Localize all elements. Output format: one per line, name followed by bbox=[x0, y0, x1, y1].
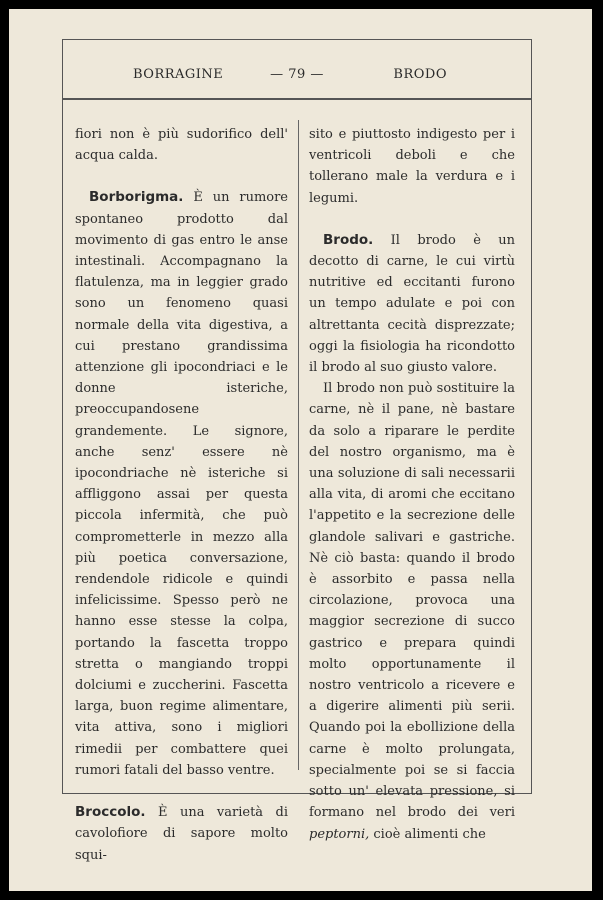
paragraph-text-end: cioè alimenti che bbox=[369, 826, 486, 842]
entry-brodo bbox=[309, 230, 515, 378]
entry-term: Borborigma. bbox=[89, 189, 184, 206]
running-header bbox=[63, 67, 531, 87]
italic-term: peptorni, bbox=[309, 826, 370, 842]
right-continuation: sito e piuttosto indigesto per i ventricoli deboli e che tollerano male la verdura e i legumi. bbox=[309, 127, 515, 206]
book-page bbox=[9, 9, 592, 891]
page-number: — 79 — bbox=[270, 67, 324, 82]
page-frame bbox=[62, 39, 532, 863]
entry-text: È un rumore spontaneo prodotto dal movimento di gas entro le anse intestinali. Accompagnano la flatulenza, ma in leggier grado sono un fenomeno quasi normale della vita digestiva, a cui prestano grandissima attenzione gli ipocondriaci e le donne isteriche, preoccupandosene grandemente. Le signore, anche senz' essere nè ipocondriache nè isteriche si affliggono assai per questa piccola infermità, che può comprometterle in mezzo alla più poetica conversazione, rendendole ridicole e quindi infelicissime. Spesso però ne hanno esse stesse la colpa, portando la fascetta troppo stretta o mangiando troppi dolciumi e zuccherini. Fascetta larga, buon regime alimentare, vita attiva, sono i migliori rimedii per combattere quei rumori fatali del basso ventre. bbox=[75, 190, 288, 778]
entry-term: Brodo. bbox=[323, 231, 374, 248]
column-divider bbox=[298, 120, 299, 770]
right-column bbox=[309, 124, 515, 845]
left-continuation: fiori non è più sudorifico dell' acqua calda. bbox=[75, 127, 288, 164]
left-column bbox=[75, 124, 288, 866]
brodo-paragraph-2 bbox=[309, 378, 515, 844]
header-left-word: BORRAGINE bbox=[133, 67, 224, 82]
entry-broccolo bbox=[75, 802, 288, 866]
header-rule bbox=[63, 98, 531, 100]
entry-borborigma bbox=[75, 187, 288, 781]
entry-term: Broccolo. bbox=[75, 804, 146, 821]
entry-text: Il brodo è un decotto di carne, le cui virtù nutritive ed eccitanti furono un tempo adulate e poi con altrettanta cecità disprezzate; oggi la fisiologia ha ricondotto il brodo al suo giusto valore. bbox=[309, 232, 515, 376]
header-right-word: BRODO bbox=[393, 67, 447, 82]
entry-text: È una varietà di cavolofiore di sapore molto squi- bbox=[75, 805, 288, 863]
paragraph-text: Il brodo non può sostituire la carne, nè il pane, nè bastare da solo a riparare le perdite del nostro organismo, ma è una soluzione di sali necessarii alla vita, di aromi che eccitano l'appetito e la secrezione delle glandole salivari e gastriche. Nè ciò basta: quando il brodo è assorbito e passa nella circolazione, provoca una maggior secrezione di succo gastrico e prepara quindi molto opportunamente il nostro ventricolo a ricevere e a digerire alimenti più serii. Quando poi la ebollizione della carne è molto prolungata, specialmente poi se si faccia sotto un' elevata pressione, si formano nel brodo dei veri bbox=[309, 381, 515, 821]
